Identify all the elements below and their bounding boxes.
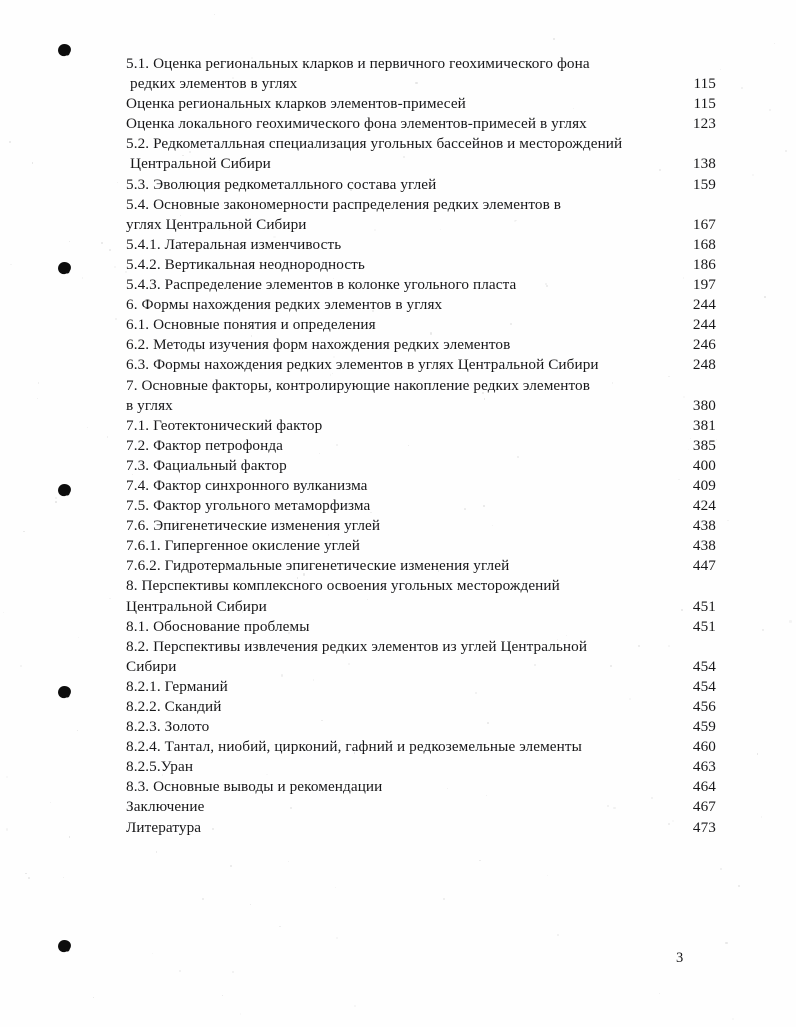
toc-entry-page-number: 463: [692, 758, 716, 776]
toc-entry-title: редких элементов в углях: [130, 75, 298, 93]
toc-entry-page-number: 424: [692, 497, 716, 515]
toc-entry-title: 8.2.5.Уран: [126, 758, 194, 776]
toc-entry-title: 8.3. Основные выводы и рекомендации: [126, 778, 383, 796]
toc-entry: [126, 376, 716, 396]
toc-entry-title: 7.5. Фактор угольного метаморфизма: [126, 497, 371, 515]
toc-entry: [126, 657, 716, 677]
toc-entry-title: 5.4. Основные закономерности распределения редких элементов в: [126, 195, 562, 213]
toc-entry-page-number: 159: [692, 175, 716, 193]
binding-hole-mark: [57, 939, 72, 953]
toc-entry-page-number: 447: [692, 557, 716, 575]
toc-entry-title: 5.4.1. Латеральная изменчивость: [126, 235, 342, 253]
toc-entry: [126, 597, 716, 617]
toc-entry: [126, 496, 716, 516]
toc-entry-page-number: 244: [692, 316, 716, 334]
toc-entry-page-number: 400: [692, 456, 716, 474]
toc-entry-title: 5.4.3. Распределение элементов в колонке угольного пласта: [126, 276, 517, 294]
toc-entry-title: 7.2. Фактор петрофонда: [126, 436, 284, 454]
toc-entry-title: 5.2. Редкометалльная специализация угольных бассейнов и месторождений: [126, 135, 623, 153]
toc-entry-page-number: 246: [692, 336, 716, 354]
toc-entry-page-number: 244: [692, 296, 716, 314]
toc-entry-title: 6.2. Методы изучения форм нахождения редких элементов: [126, 336, 511, 354]
toc-entry-page-number: 454: [692, 657, 716, 675]
binding-hole-mark: [57, 685, 72, 699]
toc-entry-title: Оценка региональных кларков элементов-примесей: [126, 95, 466, 113]
toc-entry-page-number: 460: [692, 738, 716, 756]
toc-entry-title: 8.2.1. Германий: [126, 677, 228, 695]
toc-entry-title: 8.2.4. Тантал, ниобий, цирконий, гафний и редкоземельные элементы: [126, 738, 582, 756]
toc-entry: [126, 315, 716, 335]
toc-entry: [126, 576, 716, 596]
toc-entry: [126, 476, 716, 496]
toc-entry: [126, 777, 716, 797]
toc-entry-title: 8.2.2. Скандий: [126, 698, 222, 715]
toc-entry-title: 6. Формы нахождения редких элементов в углях: [126, 296, 443, 314]
toc-entry-page-number: 456: [692, 698, 716, 715]
toc-entry: [126, 396, 716, 416]
toc-entry-title: Заключение: [126, 798, 205, 816]
toc-entry-title: 7.3. Фациальный фактор: [126, 456, 287, 474]
toc-entry-title: 7.6. Эпигенетические изменения углей: [126, 517, 381, 535]
toc-entry-page-number: 167: [692, 215, 716, 233]
toc-entry-page-number: 464: [692, 778, 716, 796]
toc-entry-title: 7.4. Фактор синхронного вулканизма: [126, 476, 368, 494]
toc-entry-page-number: 168: [692, 235, 716, 253]
toc-entry: [126, 215, 716, 235]
toc-entry: [126, 536, 716, 556]
toc-entry: [126, 617, 716, 637]
binding-hole-mark: [57, 483, 72, 497]
toc-entry-page-number: 115: [693, 95, 716, 113]
toc-entry-title: 7.6.2. Гидротермальные эпигенетические изменения углей: [126, 557, 510, 575]
toc-entry: [126, 516, 716, 536]
toc-entry-title: Литература: [126, 818, 202, 836]
toc-entry: [126, 94, 716, 114]
toc-entry: [126, 355, 716, 375]
toc-entry-title: 5.3. Эволюция редкометалльного состава углей: [126, 175, 437, 193]
toc-entry: [126, 757, 716, 777]
toc-entry-page-number: 473: [692, 818, 716, 836]
toc-entry-page-number: 138: [692, 155, 716, 173]
toc-entry: [126, 54, 716, 74]
toc-entry-page-number: 451: [692, 597, 716, 615]
toc-entry-title: углях Центральной Сибири: [126, 215, 307, 233]
toc-entry-page-number: 467: [692, 798, 716, 816]
toc-entry-page-number: 381: [692, 416, 716, 434]
toc-entry-title: 8.1. Обоснование проблемы: [126, 617, 310, 635]
toc-entry-title: 6.1. Основные понятия и определения: [126, 316, 376, 334]
toc-entry-page-number: 438: [692, 517, 716, 535]
toc-entry: [126, 74, 716, 94]
toc-entry: [126, 275, 716, 295]
toc-entry-page-number: 380: [692, 396, 716, 414]
toc-entry: [126, 255, 716, 275]
toc-entry: [126, 154, 716, 174]
toc-entry-title: 8.2.3. Золото: [126, 718, 210, 736]
binding-hole-mark: [57, 43, 72, 57]
toc-entry: [126, 456, 716, 476]
toc-entry-title: в углях: [126, 396, 173, 414]
toc-entry-title: 5.4.2. Вертикальная неоднородность: [126, 255, 365, 273]
toc-entry-page-number: 186: [692, 255, 716, 273]
toc-entry: [126, 175, 716, 195]
toc-entry: [126, 134, 716, 154]
toc-entry: [126, 818, 716, 838]
toc-entry-title: 7.6.1. Гипергенное окисление углей: [126, 537, 360, 555]
toc-entry-title: Центральной Сибири: [126, 597, 267, 615]
toc-entry-title: Центральной Сибири: [130, 155, 271, 173]
toc-entry-page-number: 123: [692, 115, 716, 133]
toc-entry-page-number: 385: [692, 436, 716, 454]
toc-entry-page-number: 248: [692, 356, 716, 374]
toc-entry: [126, 114, 716, 134]
toc-entry-title: Сибири: [126, 657, 177, 675]
toc-entry: [126, 737, 716, 757]
toc-entry-title: 8.2. Перспективы извлечения редких элементов из углей Центральной: [126, 637, 588, 655]
toc-entry: [126, 677, 716, 697]
toc-entry: [126, 556, 716, 576]
toc-entry-page-number: 454: [692, 677, 716, 695]
toc-entry: [126, 416, 716, 436]
page-folio-number: 3: [676, 950, 684, 966]
toc-entry-page-number: 438: [692, 537, 716, 555]
toc-entry: [126, 637, 716, 657]
toc-entry-title: 8. Перспективы комплексного освоения угольных месторождений: [126, 577, 560, 595]
toc-entry-page-number: 451: [692, 617, 716, 635]
toc-entry: [126, 717, 716, 737]
toc-entry-page-number: 459: [692, 718, 716, 736]
toc-entry-page-number: 409: [692, 476, 716, 494]
toc-entry: [126, 295, 716, 315]
binding-hole-mark: [57, 261, 72, 275]
table-of-contents: [126, 54, 716, 838]
toc-entry: [126, 335, 716, 355]
toc-entry: [126, 235, 716, 255]
toc-entry: [126, 436, 716, 456]
toc-entry-title: 6.3. Формы нахождения редких элементов в углях Центральной Сибири: [126, 356, 599, 374]
toc-entry-title: 5.1. Оценка региональных кларков и первичного геохимического фона: [126, 55, 590, 72]
toc-entry-title: Оценка локального геохимического фона элементов-примесей в углях: [126, 115, 587, 133]
toc-entry-title: 7.1. Геотектонический фактор: [126, 416, 323, 434]
toc-entry: [126, 797, 716, 817]
toc-entry-page-number: 115: [693, 75, 716, 93]
toc-entry-page-number: 197: [692, 276, 716, 294]
toc-entry: [126, 195, 716, 215]
toc-entry-title: 7. Основные факторы, контролирующие накопление редких элементов: [126, 376, 590, 394]
toc-entry: [126, 697, 716, 717]
